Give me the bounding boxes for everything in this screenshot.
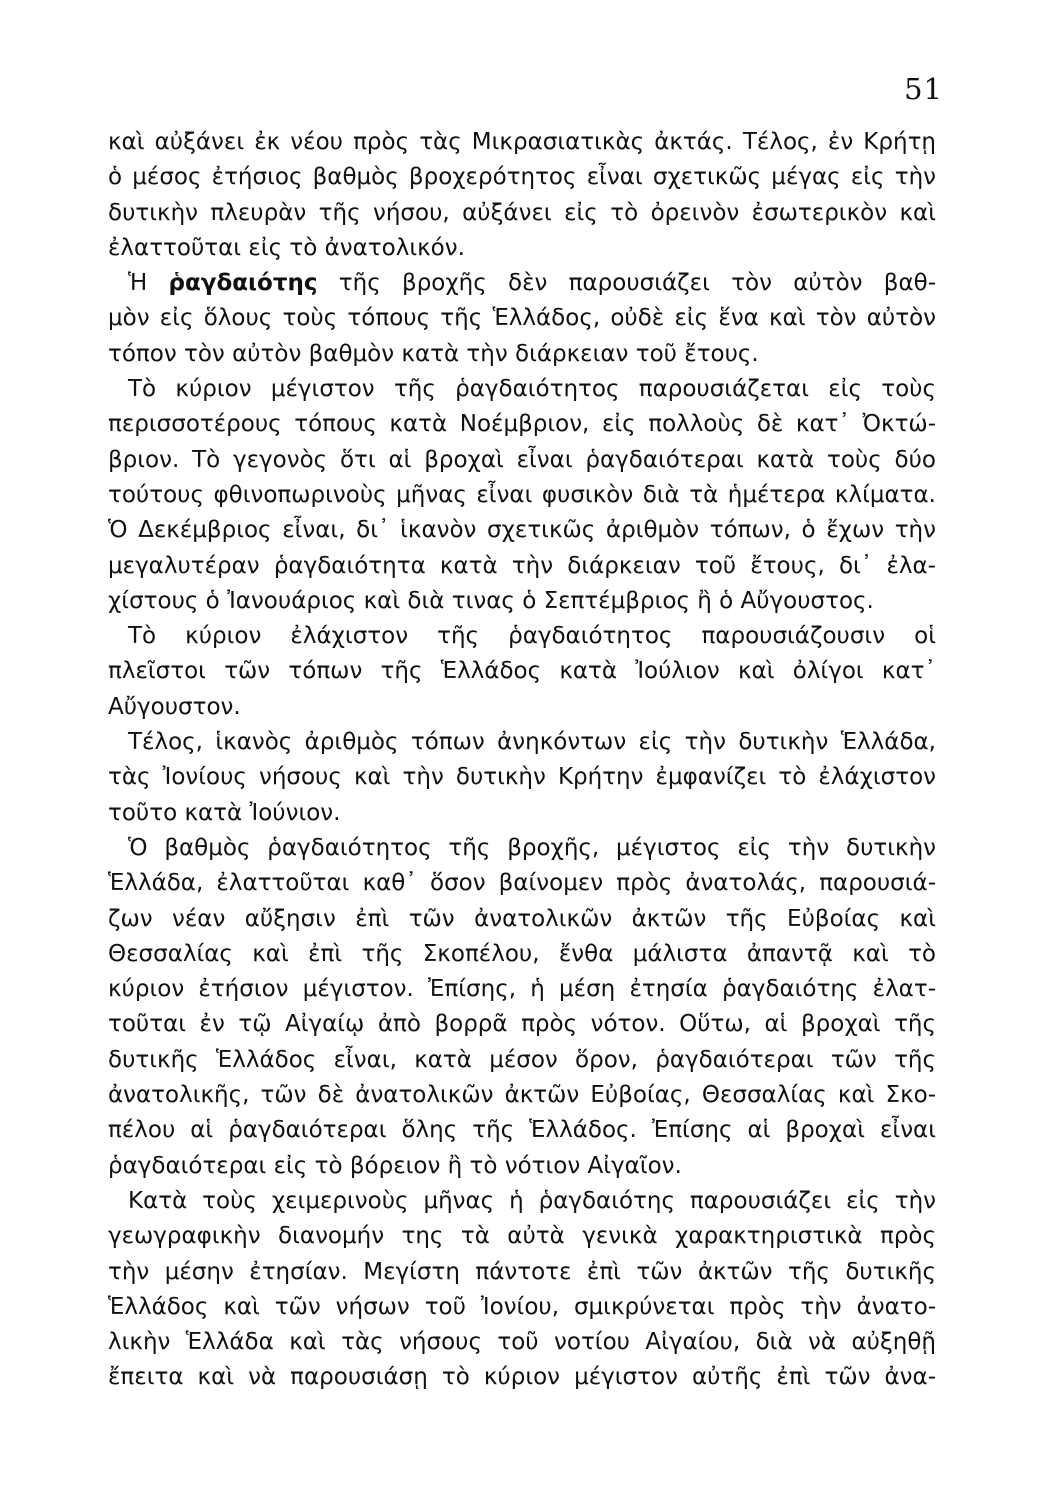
text-line: πέλου αἱ ῥαγδαιότεραι ὅλης τῆς Ἑλλάδος. Ἐπίσης αἱ βροχαὶ εἶναι <box>108 1117 936 1144</box>
text-line: Ὁ Δεκέμβριος εἶναι, δι᾽ ἱκανὸν σχετικῶς ἀριθμὸν τόπων, ὁ ἔχων τὴν <box>108 517 936 544</box>
text-line: τοῦται ἐν τῷ Αἰγαίῳ ἀπὸ βορρᾶ πρὸς νότον. Οὕτω, αἱ βροχαὶ τῆς <box>108 1011 936 1038</box>
text-line: πλεῖστοι τῶν τόπων τῆς Ἑλλάδος κατὰ Ἰούλιον καὶ ὀλίγοι κατ᾽ <box>108 658 936 685</box>
emphasized-term: ῥαγδαιότης <box>168 270 318 297</box>
text-line: μεγαλυτέραν ῥαγδαιότητα κατὰ τὴν διάρκειαν τοῦ ἔτους, δι᾽ ἐλα- <box>108 552 936 579</box>
text-line: Ὁ βαθμὸς ῥαγδαιότητος τῆς βροχῆς, μέγιστος εἰς τὴν δυτικὴν <box>128 834 936 861</box>
text-line: Τὸ κύριον μέγιστον τῆς ῥαγδαιότητος παρουσιάζεται εἰς τοὺς <box>128 376 936 403</box>
paragraph-7 <box>108 1184 936 1396</box>
text-line: τόπον τὸν αὐτὸν βαθμὸν κατὰ τὴν διάρκειαν τοῦ ἔτους. <box>108 340 759 367</box>
body-text <box>108 125 936 1396</box>
text-line: τούτους φθινοπωρινοὺς μῆνας εἶναι φυσικὸν διὰ τὰ ἡμέτερα κλίματα. <box>108 481 936 508</box>
text-line: μὸν εἰς ὅλους τοὺς τόπους τῆς Ἑλλάδος, οὐδὲ εἰς ἕνα καὶ τὸν αὐτὸν <box>108 305 936 332</box>
page-number: 51 <box>904 72 943 106</box>
paragraph-1 <box>108 125 936 266</box>
paragraph-3 <box>108 372 936 619</box>
text-line: Ἡ ῥαγδαιότης τῆς βροχῆς δὲν παρουσιάζει τὸν αὐτὸν βαθ- <box>128 270 936 297</box>
text-line: δυτικὴν πλευρὰν τῆς νήσου, αὐξάνει εἰς τὸ ὀρεινὸν ἐσωτερικὸν καὶ <box>108 199 936 226</box>
paragraph-2 <box>108 266 936 372</box>
text-line: τὰς Ἰονίους νήσους καὶ τὴν δυτικὴν Κρήτην ἐμφανίζει τὸ ἐλάχιστον <box>108 764 936 791</box>
text-line: ζων νέαν αὔξησιν ἐπὶ τῶν ἀνατολικῶν ἀκτῶν τῆς Εὐβοίας καὶ <box>108 905 936 932</box>
text-line: ἔπειτα καὶ νὰ παρουσιάσῃ τὸ κύριον μέγιστον αὐτῆς ἐπὶ τῶν ἀνα- <box>108 1364 936 1391</box>
text-line: Κατὰ τοὺς χειμερινοὺς μῆνας ἡ ῥαγδαιότης παρουσιάζει εἰς τὴν <box>128 1187 936 1214</box>
text-line: κύριον ἐτήσιον μέγιστον. Ἐπίσης, ἡ μέση ἐτησία ῥαγδαιότης ἐλατ- <box>108 976 936 1003</box>
text-line: δυτικῆς Ἑλλάδος εἶναι, κατὰ μέσον ὅρον, ῥαγδαιότεραι τῶν τῆς <box>108 1046 936 1073</box>
text-line: ὁ μέσος ἐτήσιος βαθμὸς βροχερότητος εἶναι σχετικῶς μέγας εἰς τὴν <box>108 164 936 191</box>
text-line: χίστους ὁ Ἰανουάριος καὶ διὰ τινας ὁ Σεπτέμβριος ἢ ὁ Αὔγουστος. <box>108 587 874 614</box>
text-line: Ἑλλάδος καὶ τῶν νήσων τοῦ Ἰονίου, σμικρύνεται πρὸς τὴν ἀνατο- <box>108 1293 936 1320</box>
text-line: ἐλαττοῦται εἰς τὸ ἀνατολικόν. <box>108 234 465 261</box>
text-line: Τὸ κύριον ἐλάχιστον τῆς ῥαγδαιότητος παρουσιάζουσιν οἱ <box>128 623 936 650</box>
text-line: Τέλος, ἱκανὸς ἀριθμὸς τόπων ἀνηκόντων εἰς τὴν δυτικὴν Ἑλλάδα, <box>128 729 936 756</box>
text-line: βριον. Τὸ γεγονὸς ὅτι αἱ βροχαὶ εἶναι ῥαγδαιότεραι κατὰ τοὺς δύο <box>108 446 936 473</box>
text-line: περισσοτέρους τόπους κατὰ Νοέμβριον, εἰς πολλοὺς δὲ κατ᾽ Ὀκτώ- <box>108 411 936 438</box>
text-line: Θεσσαλίας καὶ ἐπὶ τῆς Σκοπέλου, ἔνθα μάλιστα ἀπαντᾷ καὶ τὸ <box>108 940 936 967</box>
text-line: Αὔγουστον. <box>108 693 241 720</box>
paragraph-5 <box>108 725 936 831</box>
text-line: τὴν μέσην ἐτησίαν. Μεγίστη πάντοτε ἐπὶ τῶν ἀκτῶν τῆς δυτικῆς <box>108 1258 936 1285</box>
text-line: Ἑλλάδα, ἐλαττοῦται καθ᾽ ὅσον βαίνομεν πρὸς ἀνατολάς, παρουσιά- <box>108 870 936 897</box>
text-line: γεωγραφικὴν διανομήν της τὰ αὐτὰ γενικὰ χαρακτηριστικὰ πρὸς <box>108 1223 936 1250</box>
paragraph-4 <box>108 619 936 725</box>
paragraph-6 <box>108 831 936 1184</box>
text-line: καὶ αὐξάνει ἐκ νέου πρὸς τὰς Μικρασιατικὰς ἀκτάς. Τέλος, ἐν Κρήτῃ <box>108 129 936 155</box>
text-line: ῥαγδαιότεραι εἰς τὸ βόρειον ἢ τὸ νότιον Αἰγαῖον. <box>108 1152 682 1179</box>
text-line: τοῦτο κατὰ Ἰούνιον. <box>108 799 341 826</box>
text-line: ἀνατολικῆς, τῶν δὲ ἀνατολικῶν ἀκτῶν Εὐβοίας, Θεσσαλίας καὶ Σκο- <box>108 1082 936 1109</box>
text-line: λικὴν Ἑλλάδα καὶ τὰς νήσους τοῦ νοτίου Αἰγαίου, διὰ νὰ αὐξηθῇ <box>108 1329 936 1356</box>
